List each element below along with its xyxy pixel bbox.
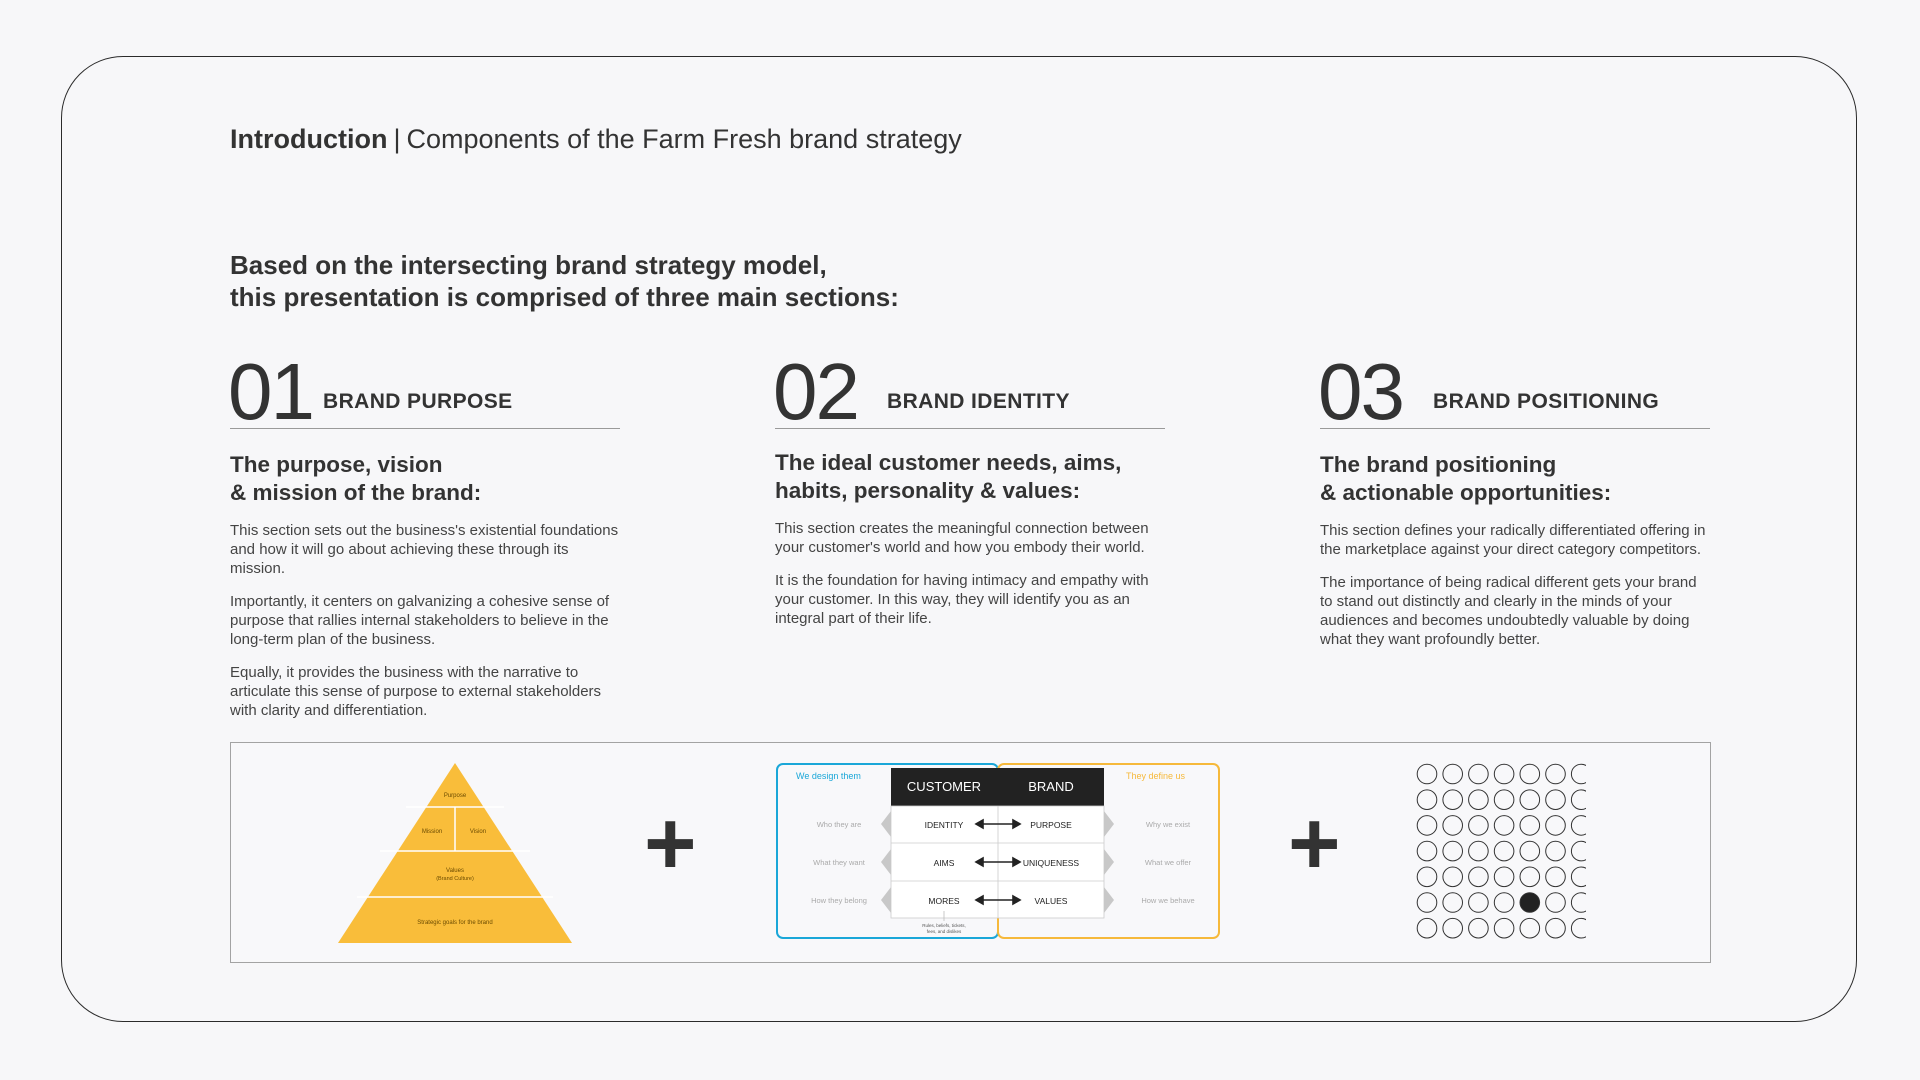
grid-dot xyxy=(1417,790,1437,810)
section-number: 03 xyxy=(1318,347,1403,436)
left-caption: We design them xyxy=(796,771,861,781)
heading-line-2: habits, personality & values: xyxy=(775,478,1081,503)
section-heading xyxy=(1320,451,1710,507)
section-number: 02 xyxy=(773,347,858,436)
customer-header: CUSTOMER xyxy=(906,779,982,794)
heading-line-1: The purpose, vision xyxy=(230,452,443,477)
grid-dot xyxy=(1546,893,1566,913)
grid-dot xyxy=(1443,893,1463,913)
heading-line-2: & actionable opportunities: xyxy=(1320,480,1612,505)
left-chevron xyxy=(881,849,891,875)
title-subtitle: Components of the Farm Fresh brand strategy xyxy=(406,124,962,154)
section-paragraph: The importance of being radical different gets your brand to stand out distinctly and clearly in the minds of your audiences and becomes undoubtedly valuable by doing what they want profoundly better. xyxy=(1320,574,1697,648)
grid-dot xyxy=(1417,867,1437,887)
highlighted-dot xyxy=(1520,893,1540,913)
section-heading xyxy=(775,449,1165,505)
grid-dot xyxy=(1571,893,1586,913)
right-label: What we offer xyxy=(1144,858,1192,867)
grid-dot xyxy=(1417,841,1437,861)
brand-item: PURPOSE xyxy=(1030,820,1072,830)
grid-dot xyxy=(1520,841,1540,861)
customer-item: MORES xyxy=(928,896,960,906)
model-footnote: fees, and dislikes xyxy=(926,929,962,934)
section-header xyxy=(228,347,620,436)
grid-dot xyxy=(1443,841,1463,861)
right-chevron xyxy=(1104,887,1114,913)
grid-dot xyxy=(1520,867,1540,887)
grid-dot xyxy=(1417,764,1437,784)
section-heading xyxy=(230,451,620,507)
grid-dot xyxy=(1520,918,1540,938)
grid-dot xyxy=(1494,893,1514,913)
grid-dot xyxy=(1417,893,1437,913)
title-section: Introduction xyxy=(230,124,388,154)
grid-dot xyxy=(1494,918,1514,938)
section-label: BRAND PURPOSE xyxy=(323,390,513,413)
grid-dot xyxy=(1546,790,1566,810)
pyramid-shape xyxy=(338,763,572,943)
grid-dot xyxy=(1443,764,1463,784)
section-brand-positioning xyxy=(1318,347,1710,649)
section-paragraph: Equally, it provides the business with the narrative to articulate this sense of purpose to external stakeholders with clarity and differentiation. xyxy=(230,664,602,719)
grid-dot xyxy=(1469,764,1489,784)
section-paragraph: Importantly, it centers on galvanizing a cohesive sense of purpose that rallies internal stakeholders to believe in the long-term plan of the business. xyxy=(230,593,610,648)
pyramid-diagram xyxy=(336,761,574,946)
grid-dot xyxy=(1571,790,1586,810)
grid-dot xyxy=(1494,764,1514,784)
left-label: How they belong xyxy=(811,896,867,905)
left-chevron xyxy=(881,811,891,837)
customer-item: AIMS xyxy=(933,858,955,868)
plus-icon: + xyxy=(1288,794,1341,894)
pyramid-label-mission: Mission xyxy=(421,829,443,835)
grid-dot xyxy=(1546,764,1566,784)
grid-dot xyxy=(1417,816,1437,836)
pyramid-label-values: Values xyxy=(446,868,464,874)
grid-dot xyxy=(1469,867,1489,887)
grid-dot xyxy=(1443,790,1463,810)
grid-dot xyxy=(1443,867,1463,887)
pyramid-label-vision: Vision xyxy=(469,829,487,835)
title-divider: | xyxy=(393,124,401,154)
heading-line-1: The brand positioning xyxy=(1320,452,1557,477)
grid-dot xyxy=(1546,841,1566,861)
grid-dot xyxy=(1546,918,1566,938)
section-paragraph: This section defines your radically differentiated offering in the marketplace against your direct category competitors. xyxy=(1320,522,1706,558)
grid-dot xyxy=(1494,867,1514,887)
grid-dot xyxy=(1469,816,1489,836)
grid-dot xyxy=(1571,841,1586,861)
left-label: Who they are xyxy=(816,820,862,829)
grid-dot xyxy=(1469,841,1489,861)
section-paragraph: This section creates the meaningful connection between your customer's world and how you embody their world. xyxy=(775,520,1149,556)
grid-dot xyxy=(1571,867,1586,887)
brand-header: BRAND xyxy=(1028,779,1074,794)
right-chevron xyxy=(1104,811,1114,837)
grid-dot xyxy=(1469,893,1489,913)
heading-line-2: & mission of the brand: xyxy=(230,480,482,505)
pyramid-label-purpose: Purpose xyxy=(443,793,467,799)
customer-item: IDENTITY xyxy=(924,820,964,830)
lead-line-2: this presentation is comprised of three main sections: xyxy=(230,282,899,312)
brand-item: VALUES xyxy=(1034,896,1068,906)
plus-icon: + xyxy=(644,794,697,894)
positioning-dot-grid xyxy=(1416,763,1586,943)
grid-dot xyxy=(1546,867,1566,887)
right-caption: They define us xyxy=(1126,771,1186,781)
lead-text xyxy=(230,249,899,313)
grid-dot xyxy=(1520,816,1540,836)
section-paragraph: It is the foundation for having intimacy and empathy with your customer. In this way, they will identify you as an integral part of their life. xyxy=(775,572,1149,627)
grid-dot xyxy=(1571,816,1586,836)
grid-dot xyxy=(1469,790,1489,810)
pyramid-label-goals: Strategic goals for the brand xyxy=(417,920,493,926)
section-label: BRAND IDENTITY xyxy=(887,390,1070,413)
customer-brand-model xyxy=(776,763,1226,943)
grid-dot xyxy=(1443,816,1463,836)
lead-line-1: Based on the intersecting brand strategy model, xyxy=(230,250,827,280)
left-label: What they want xyxy=(813,858,865,867)
grid-dot xyxy=(1469,918,1489,938)
model-footnote: Rules, beliefs, tickets, xyxy=(922,923,966,928)
grid-dot xyxy=(1520,790,1540,810)
section-brand-purpose xyxy=(228,347,620,720)
right-chevron xyxy=(1104,849,1114,875)
grid-dot xyxy=(1494,841,1514,861)
diagram-strip xyxy=(230,742,1711,963)
grid-dot xyxy=(1443,918,1463,938)
section-header xyxy=(773,347,1165,436)
grid-dot xyxy=(1494,790,1514,810)
heading-line-1: The ideal customer needs, aims, xyxy=(775,450,1122,475)
brand-item: UNIQUENESS xyxy=(1022,858,1080,868)
right-label: Why we exist xyxy=(1145,820,1191,829)
grid-dot xyxy=(1494,816,1514,836)
section-number: 01 xyxy=(228,347,313,436)
right-label: How we behave xyxy=(1141,896,1195,905)
grid-dot xyxy=(1546,816,1566,836)
grid-dot xyxy=(1571,918,1586,938)
section-brand-identity xyxy=(773,347,1165,628)
grid-dot xyxy=(1571,764,1586,784)
grid-dot xyxy=(1520,764,1540,784)
left-chevron xyxy=(881,887,891,913)
pyramid-label-culture: (Brand Culture) xyxy=(436,876,474,882)
page-title xyxy=(230,124,962,155)
grid-dot xyxy=(1417,918,1437,938)
section-paragraph: This section sets out the business's existential foundations and how it will go about achieving these through its mission. xyxy=(230,522,619,577)
section-header xyxy=(1318,347,1710,436)
section-label: BRAND POSITIONING xyxy=(1433,390,1660,413)
